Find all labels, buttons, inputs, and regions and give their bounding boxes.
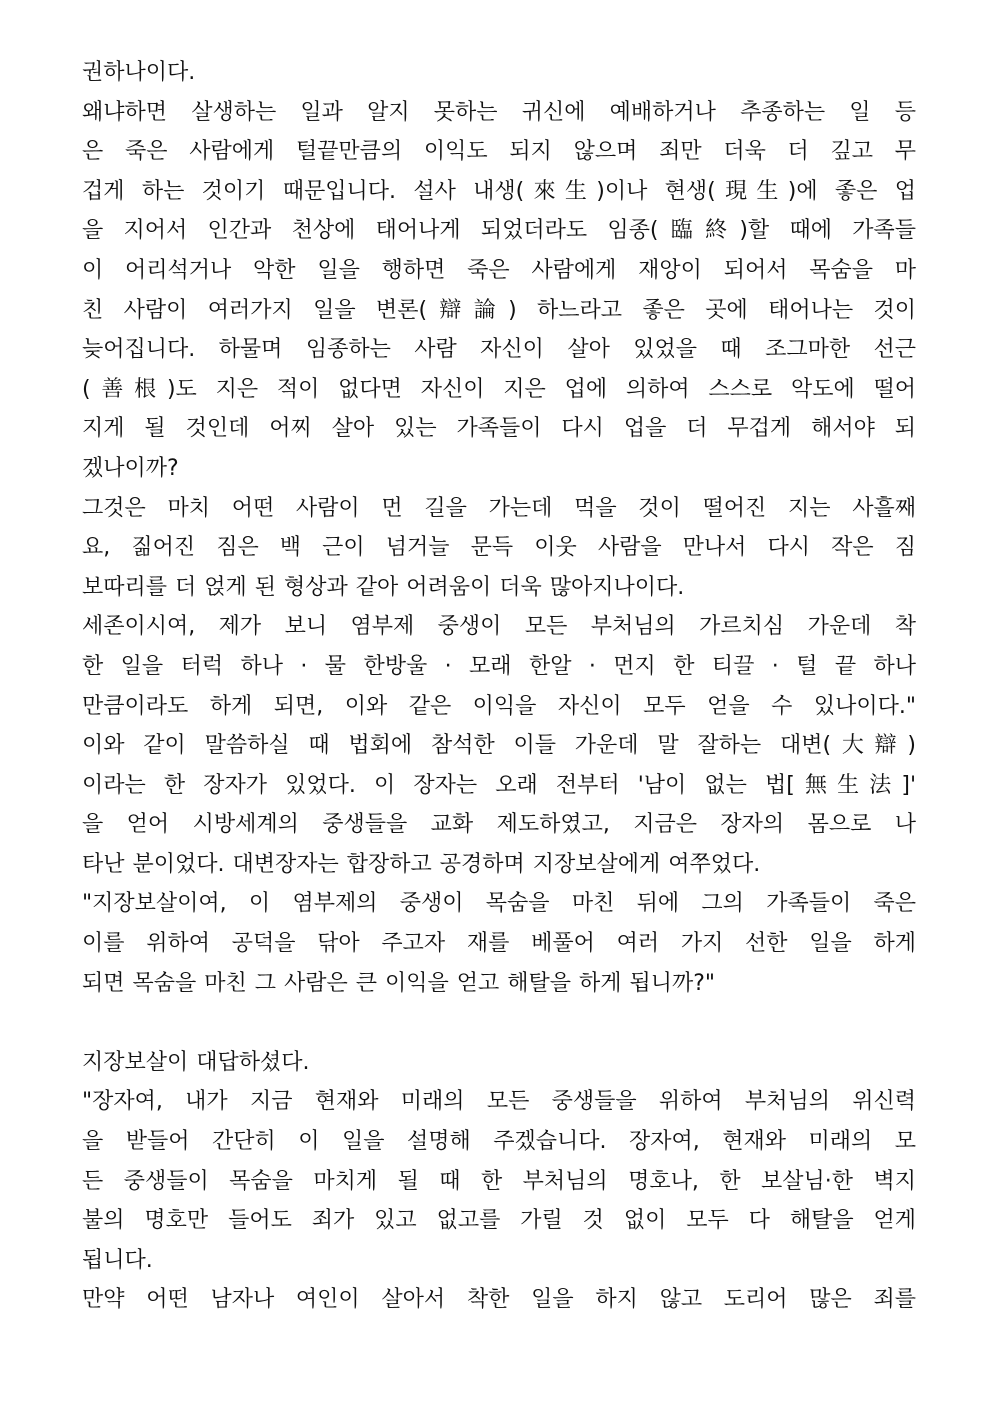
text-line: 이 어리석거나 악한 일을 행하면 죽은 사람에게 재앙이 되어서 목숨을 마 [82,257,916,283]
text-line: 늦어집니다. 하물며 임종하는 사람 자신이 살아 있었을 때 조그마한 선근 [82,337,916,363]
text-line: 지장보살이 대답하셨다. [82,1049,310,1075]
text-line: 불의 명호만 들어도 죄가 있고 없고를 가릴 것 없이 모두 다 해탈을 얻게 [82,1208,916,1234]
text-line: 요, 짊어진 짐은 백 근이 넘거늘 문득 이웃 사람을 만나서 다시 작은 짐 [82,535,916,561]
text-line: "지장보살이여, 이 염부제의 중생이 목숨을 마친 뒤에 그의 가족들이 죽은 [82,891,916,917]
text-line: 을 지어서 인간과 천상에 태어나게 되었더라도 임종(臨終)할 때에 가족들 [82,218,916,244]
text-line: 세존이시여, 제가 보니 염부제 중생이 모든 부처님의 가르치심 가운데 착 [82,614,916,640]
paragraph-gap [82,1003,916,1043]
text-line: 만약 어떤 남자나 여인이 살아서 착한 일을 하지 않고 도리어 많은 죄를 [82,1287,916,1313]
text-line: 보따리를 더 얹게 된 형상과 같아 어려움이 더욱 많아지나이다. [82,574,685,600]
text-line: 만큼이라도 하게 되면, 이와 같은 이익을 자신이 모두 얻을 수 있나이다." [82,693,916,719]
text-line: "장자여, 내가 지금 현재와 미래의 모든 중생들을 위하여 부처님의 위신력 [82,1089,916,1115]
text-line: 그것은 마치 어떤 사람이 먼 길을 가는데 먹을 것이 떨어진 지는 사흘째 [82,495,916,521]
text-line: 됩니다. [82,1247,153,1273]
text-line: (善根)도 지은 적이 없다면 자신이 지은 업에 의하여 스스로 악도에 떨어 [82,376,916,402]
text-line: 은 죽은 사람에게 털끝만큼의 이익도 되지 않으며 죄만 더욱 더 깊고 무 [82,139,916,165]
document-body [82,53,916,1320]
text-line: 을 얻어 시방세계의 중생들을 교화 제도하였고, 지금은 장자의 몸으로 나 [82,812,916,838]
text-line: 되면 목숨을 마친 그 사람은 큰 이익을 얻고 해탈을 하게 됩니까?" [82,970,716,996]
text-line: 이와 같이 말씀하실 때 법회에 참석한 이들 가운데 말 잘하는 대변(大辯) [82,733,916,759]
text-line: 이라는 한 장자가 있었다. 이 장자는 오래 전부터 '남이 없는 법[無生法]' [82,772,916,798]
text-line: 왜냐하면 살생하는 일과 알지 못하는 귀신에 예배하거나 추종하는 일 등 [82,99,916,125]
text-line: 든 중생들이 목숨을 마치게 될 때 한 부처님의 명호나, 한 보살님·한 벽지 [82,1168,916,1194]
text-line: 이를 위하여 공덕을 닦아 주고자 재를 베풀어 여러 가지 선한 일을 하게 [82,931,916,957]
text-line: 겁게 하는 것이기 때문입니다. 설사 내생(來生)이나 현생(現生)에 좋은 업 [82,178,916,204]
text-line: 권하나이다. [82,60,196,85]
text-line: 겠나이까? [82,455,179,481]
text-line: 타난 분이었다. 대변장자는 합장하고 공경하며 지장보살에게 여쭈었다. [82,851,761,877]
text-line: 을 받들어 간단히 이 일을 설명해 주겠습니다. 장자여, 현재와 미래의 모 [82,1129,916,1155]
text-line: 친 사람이 여러가지 일을 변론(辯論) 하느라고 좋은 곳에 태어나는 것이 [82,297,916,323]
text-line: 한 일을 터럭 하나 · 물 한방울 · 모래 한알 · 먼지 한 티끌 · 털 끝 하나 [82,653,916,679]
text-line: 지게 될 것인데 어찌 살아 있는 가족들이 다시 업을 더 무겁게 해서야 되 [82,416,916,442]
